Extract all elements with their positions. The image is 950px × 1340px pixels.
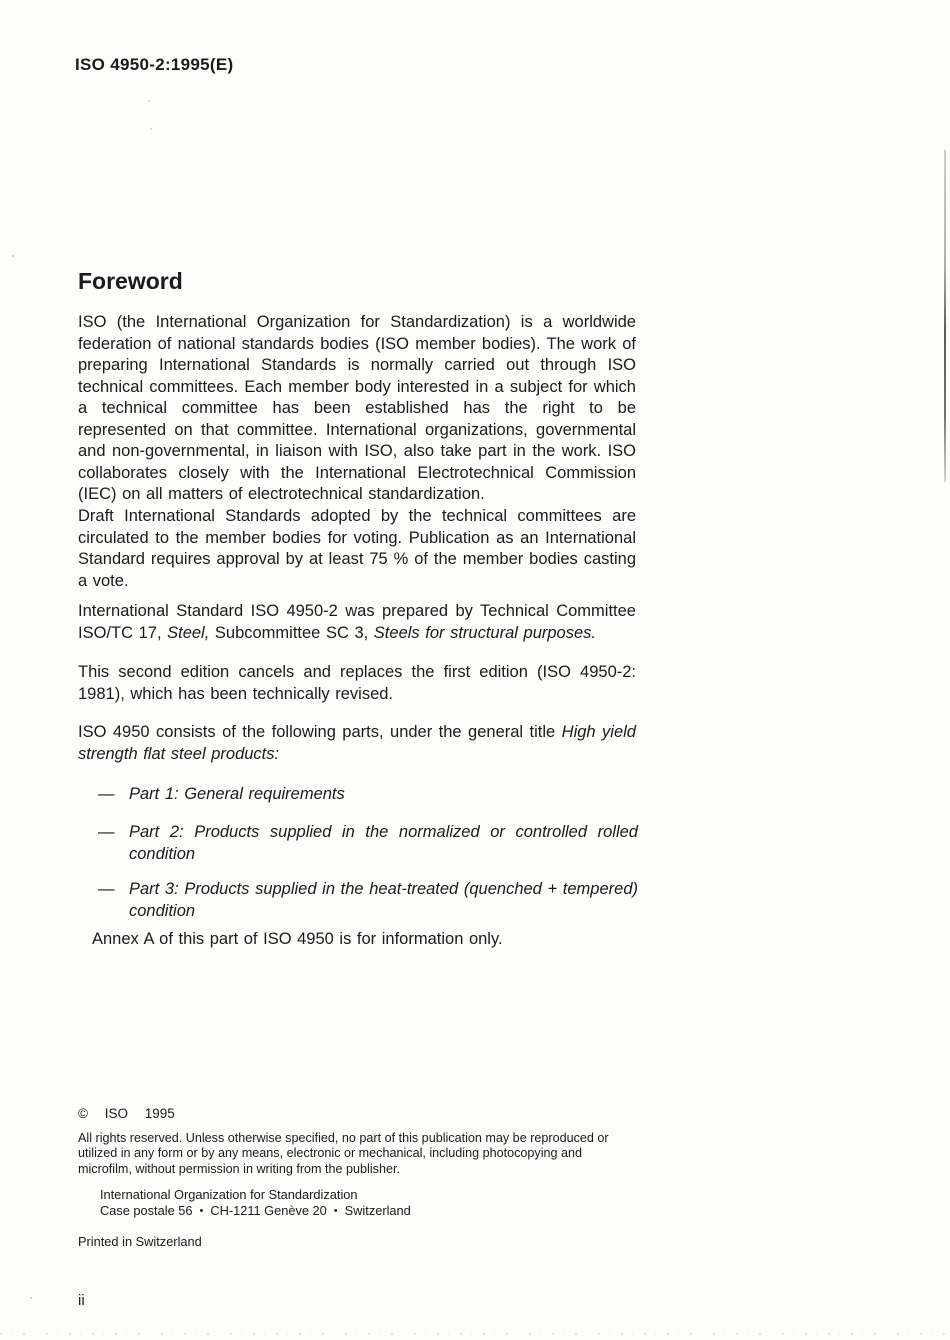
scan-artifact-vertical-line bbox=[944, 150, 946, 482]
document-reference-header: ISO 4950-2:1995(E) bbox=[75, 55, 234, 74]
list-item-part-3 bbox=[98, 879, 638, 922]
scan-speck bbox=[148, 100, 150, 102]
publisher-name: International Organization for Standardization bbox=[100, 1187, 358, 1202]
paragraph-technical-committee: International Standard ISO 4950-2 was prepared by Technical Committee ISO/TC 17, Steel, Subcommittee SC 3, Steels for structural purposes. bbox=[78, 602, 636, 642]
list-item-part-2 bbox=[98, 822, 638, 865]
scan-artifact-bottom-noise bbox=[0, 1333, 950, 1335]
paragraph-draft-standards: Draft International Standards adopted by the technical committees are circulated to the member bodies for voting. Publication as an International Standard requires approval by at least 75 % of the member bodies casting a vote. bbox=[78, 507, 636, 590]
list-item-text: Part 1: General requirements bbox=[129, 785, 345, 803]
copyright-year: 1995 bbox=[144, 1106, 175, 1121]
paragraph-annex-note: Annex A of this part of ISO 4950 is for information only. bbox=[92, 930, 503, 948]
address-city: CH-1211 Genève 20 bbox=[210, 1203, 327, 1218]
publisher-location bbox=[100, 1203, 411, 1219]
list-item-text: Part 2: Products supplied in the normalized or controlled rolled condition bbox=[129, 823, 638, 863]
scan-speck bbox=[30, 1297, 32, 1299]
list-dash: — bbox=[98, 785, 115, 803]
bullet-separator-icon: • bbox=[333, 1205, 338, 1217]
publisher-address bbox=[100, 1187, 411, 1219]
printed-in-line: Printed in Switzerland bbox=[78, 1234, 202, 1249]
list-item-text: Part 3: Products supplied in the heat-treated (quenched + tempered) condition bbox=[129, 880, 638, 920]
copyright-line bbox=[78, 1106, 175, 1121]
page-number: ii bbox=[78, 1292, 85, 1309]
paragraph-second-edition: This second edition cancels and replaces the first edition (ISO 4950-2: 1981), which has been technically revised. bbox=[78, 663, 636, 703]
bullet-separator-icon: • bbox=[199, 1205, 204, 1217]
paragraph-parts-intro: ISO 4950 consists of the following parts, under the general title High yield strength flat steel products: bbox=[78, 723, 636, 763]
list-dash: — bbox=[98, 823, 115, 841]
copyright-org: ISO bbox=[104, 1106, 128, 1121]
rights-reserved-text: All rights reserved. Unless otherwise specified, no part of this publication may be reproduced or utilized in any form or by any means, electronic or mechanical, including photocopying and microfilm, without permission in writing from the publisher. bbox=[78, 1131, 609, 1176]
list-dash: — bbox=[98, 880, 115, 898]
list-item-part-1 bbox=[98, 784, 638, 806]
address-country: Switzerland bbox=[344, 1203, 411, 1218]
scan-speck bbox=[150, 128, 152, 130]
paragraph-iso-description: ISO (the International Organization for Standardization) is a worldwide federation of national standards bodies (ISO member bodies). The work of preparing International Standards is normally carried out through ISO technical committees. Each member body interested in a subject for which a technical committee has been established has the right to be represented on that committee. International organizations, governmental and non-governmental, in liaison with ISO, also take part in the work. ISO collaborates closely with the International Electrotechnical Commission (IEC) on all matters of electrotechnical standardization. bbox=[78, 313, 636, 503]
scan-speck bbox=[12, 255, 14, 257]
section-heading-foreword: Foreword bbox=[78, 268, 183, 294]
address-postal: Case postale 56 bbox=[100, 1203, 193, 1218]
copyright-symbol: © bbox=[78, 1106, 88, 1121]
